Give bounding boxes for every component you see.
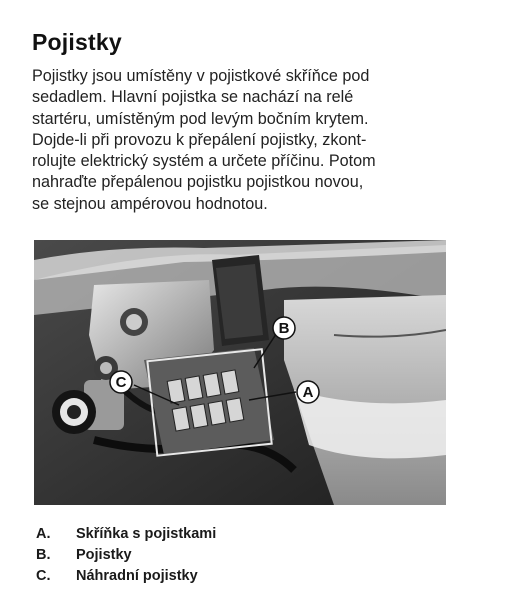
callout-b-marker	[273, 317, 295, 339]
paragraph-line: Pojistky jsou umístěny v pojistkové skříňce pod	[32, 67, 370, 85]
legend-label: Skříňka s pojistkami	[76, 526, 217, 542]
legend-label: Náhradní pojistky	[76, 568, 198, 584]
callout-label: B	[278, 320, 290, 337]
section-paragraph	[32, 66, 472, 215]
paragraph-line: sedadlem. Hlavní pojistka se nachází na relé	[32, 88, 354, 107]
callout-a-marker	[297, 381, 319, 403]
callout-c-marker	[110, 371, 132, 393]
legend-item	[36, 526, 216, 547]
legend-key: B.	[36, 547, 51, 563]
legend-item	[36, 547, 216, 568]
callout-label: C	[115, 374, 127, 391]
legend-label: Pojistky	[76, 547, 132, 563]
paragraph-line: rolujte elektrický systém a určete příčinu. Potom	[32, 152, 376, 171]
paragraph-line: se stejnou ampérovou hodnotou.	[32, 194, 268, 213]
legend-key: C.	[36, 568, 51, 584]
fuse-box-photo	[34, 240, 446, 505]
legend-item	[36, 568, 216, 589]
paragraph-line: startéru, umístěným pod levým bočním krytem.	[32, 109, 369, 128]
section-title: Pojistky	[32, 29, 122, 55]
callout-label: A	[302, 384, 314, 401]
figure-legend	[36, 526, 216, 589]
fuse-box-illustration	[34, 240, 446, 505]
legend-key: A.	[36, 526, 51, 542]
paragraph-line: Dojde-li při provozu k přepálení pojistky, zkont-	[32, 130, 367, 149]
paragraph-line: nahraďte přepálenou pojistku pojistkou novou,	[32, 173, 364, 192]
